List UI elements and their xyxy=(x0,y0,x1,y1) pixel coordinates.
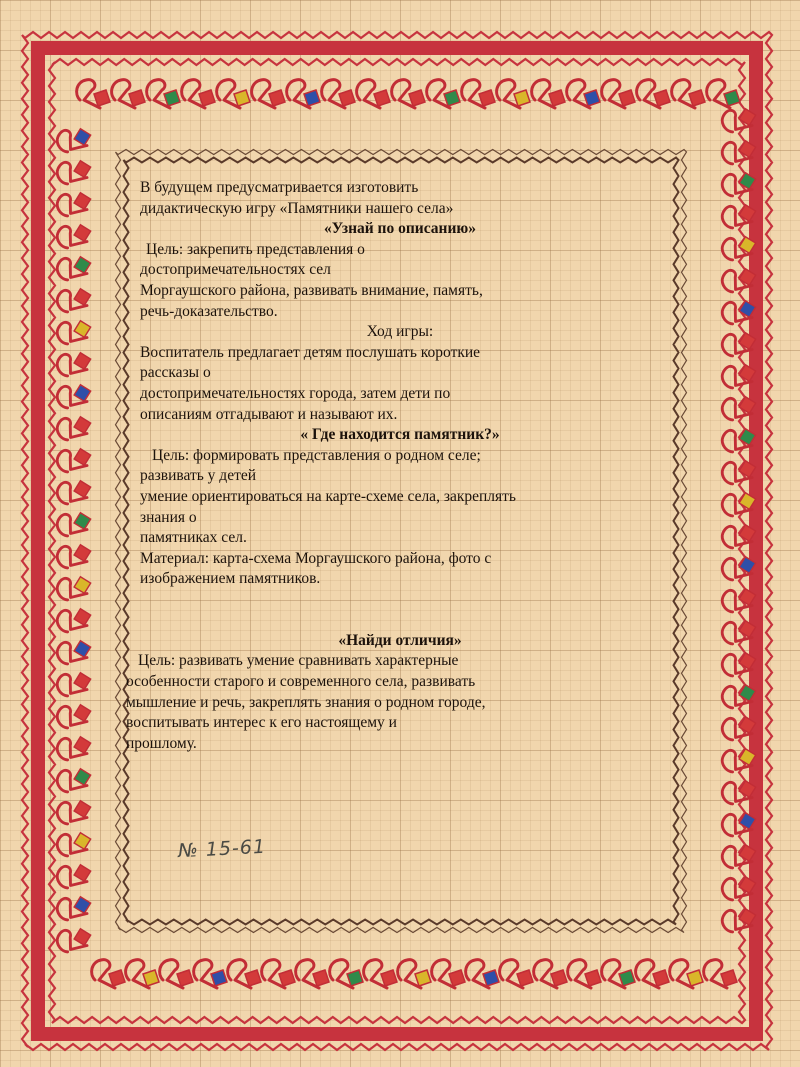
game1-goal-line-1: Цель: закрепить представления о xyxy=(146,240,365,258)
flag-hook-icon xyxy=(330,960,363,988)
flag-hook-icon xyxy=(534,960,567,988)
game2-goal-line-5: памятниках сел. xyxy=(140,529,247,547)
flag-hook-icon xyxy=(53,119,95,160)
flag-hook-icon xyxy=(568,960,601,988)
game1-move-line-2: рассказы о xyxy=(140,364,211,382)
flag-hook-icon xyxy=(296,960,329,988)
flag-hook-icon xyxy=(567,80,600,108)
flag-hook-icon xyxy=(53,439,95,480)
flag-hook-icon xyxy=(53,663,95,704)
flag-hook-icon xyxy=(53,759,95,800)
flag-hook-icon xyxy=(497,80,530,108)
flag-hook-icon xyxy=(392,80,425,108)
document-text xyxy=(126,178,660,754)
flag-hook-icon xyxy=(704,960,737,988)
flag-hook-icon xyxy=(53,599,95,640)
flag-hook-icon xyxy=(53,887,95,928)
flag-hook-icon xyxy=(53,567,95,608)
game3-title: «Найди отличия» xyxy=(338,631,462,649)
flag-hook-icon xyxy=(670,960,703,988)
handwritten-inventory-number: № 15-61 xyxy=(177,835,267,863)
flag-hook-icon xyxy=(194,960,227,988)
flag-hook-icon xyxy=(53,279,95,320)
game2-material-line-2: изображением памятников. xyxy=(140,570,321,588)
flag-hook-icon xyxy=(160,960,193,988)
game1-goal-line-4: речь-доказательство. xyxy=(140,302,278,320)
flag-hook-icon xyxy=(637,80,670,108)
flag-hook-icon xyxy=(217,80,250,108)
flag-hook-icon xyxy=(357,80,390,108)
flag-hook-icon xyxy=(53,183,95,224)
flag-hook-icon xyxy=(287,80,320,108)
flag-hook-icon xyxy=(53,631,95,672)
game2-goal-line-2: развивать у детей xyxy=(140,467,257,485)
game1-goal-line-2: достопримечательностях сел xyxy=(140,261,331,279)
game3-goal-line-3: мышление и речь, закреплять знания о родном городе, xyxy=(126,693,486,711)
flag-hook-icon xyxy=(53,727,95,768)
flag-hook-icon xyxy=(364,960,397,988)
game3-goal-line-1: Цель: развивать умение сравнивать характерные xyxy=(138,652,459,670)
flag-hook-icon xyxy=(398,960,431,988)
flag-hook-icon xyxy=(228,960,261,988)
flag-hook-icon xyxy=(53,503,95,544)
flag-hook-icon xyxy=(602,960,635,988)
game2-title: « Где находится памятник?» xyxy=(300,426,500,444)
flag-hook-icon xyxy=(466,960,499,988)
flag-hook-icon xyxy=(53,791,95,832)
flag-hook-icon xyxy=(53,407,95,448)
flag-hook-icon xyxy=(53,855,95,896)
flag-hook-icon xyxy=(500,960,533,988)
game2-material-line-1: Материал: карта-схема Моргаушского района, фото с xyxy=(140,549,492,567)
intro-line-2: дидактическую игру «Памятники нашего села» xyxy=(140,199,454,217)
flag-hook-icon xyxy=(182,80,215,108)
flag-hook-icon xyxy=(602,80,635,108)
flag-hook-icon xyxy=(77,80,110,108)
flag-hook-icon xyxy=(53,471,95,512)
flag-hook-icon xyxy=(672,80,705,108)
flag-hook-icon xyxy=(707,80,740,108)
flag-hook-icon xyxy=(432,960,465,988)
flag-hook-icon xyxy=(262,960,295,988)
intro-line-1: В будущем предусматривается изготовить xyxy=(140,179,419,196)
flag-hook-icon xyxy=(53,311,95,352)
flag-hook-icon xyxy=(636,960,669,988)
flag-hook-icon xyxy=(53,919,95,960)
flag-hook-icon xyxy=(53,343,95,384)
flag-hook-icon xyxy=(147,80,180,108)
flag-hook-icon xyxy=(112,80,145,108)
flag-hook-icon xyxy=(53,823,95,864)
flag-hook-icon xyxy=(53,247,95,288)
game2-goal-line-1: Цель: формировать представления о родном селе; xyxy=(152,446,481,464)
game1-title: «Узнай по описанию» xyxy=(323,220,476,238)
flag-hook-icon xyxy=(53,535,95,576)
game3-goal-line-4: воспитывать интерес к его настоящему и xyxy=(126,714,397,732)
game1-move-line-3: достопримечательностях города, затем дети по xyxy=(140,384,451,402)
flag-hook-icon xyxy=(53,215,95,256)
game1-move-line-1: Воспитатель предлагает детям послушать короткие xyxy=(140,343,481,361)
flag-hook-icon xyxy=(53,375,95,416)
flag-hook-icon xyxy=(53,151,95,192)
game2-goal-line-4: знания о xyxy=(140,508,197,526)
flag-hook-icon xyxy=(92,960,125,988)
game1-goal-line-3: Моргаушского района, развивать внимание, память, xyxy=(140,281,483,299)
flag-hook-icon xyxy=(532,80,565,108)
flag-hook-icon xyxy=(322,80,355,108)
flag-hook-icon xyxy=(462,80,495,108)
game1-move-line-4: описаниям отгадывают и называют их. xyxy=(140,405,398,423)
game1-move-title: Ход игры: xyxy=(366,323,434,341)
flag-hook-icon xyxy=(252,80,285,108)
flag-hook-icon xyxy=(53,695,95,736)
flag-hook-icon xyxy=(427,80,460,108)
game3-goal-line-5: прошлому. xyxy=(126,734,197,752)
game2-goal-line-3: умение ориентироваться на карте-схеме села, закреплять xyxy=(140,487,516,505)
game3-goal-line-2: особенности старого и современного села, развивать xyxy=(126,673,476,691)
flag-hook-icon xyxy=(126,960,159,988)
